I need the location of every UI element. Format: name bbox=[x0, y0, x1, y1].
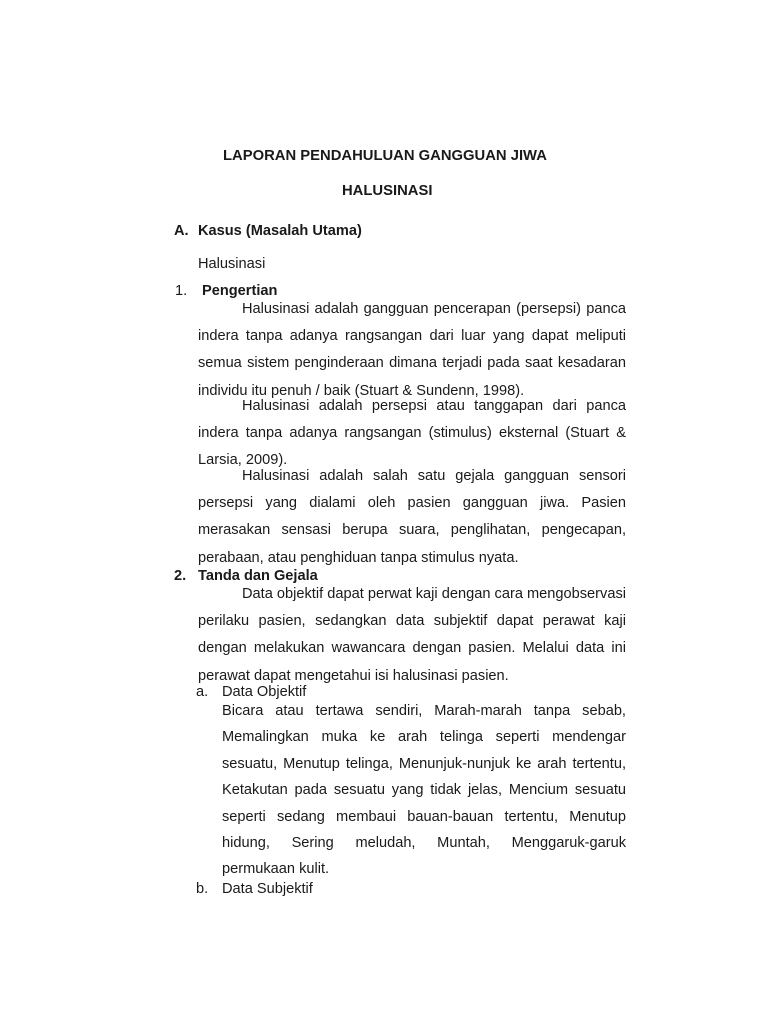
section-1-heading: Pengertian bbox=[202, 283, 278, 299]
item-b-marker: b. bbox=[196, 881, 209, 897]
pengertian-paragraph-2: Halusinasi adalah persepsi atau tanggapan dari panca indera tanpa adanya rangsangan (stimulus) eksternal (Stuart & Larsia, 2009). bbox=[198, 398, 626, 469]
item-a-label: Data Objektif bbox=[222, 684, 307, 700]
item-a-marker: a. bbox=[196, 684, 209, 700]
section-a-topic: Halusinasi bbox=[198, 256, 266, 272]
item-b-label: Data Subjektif bbox=[222, 881, 313, 897]
section-2-marker: 2. bbox=[174, 568, 187, 584]
pengertian-paragraph-1: Halusinasi adalah gangguan pencerapan (persepsi) panca indera tanpa adanya rangsangan dari luar yang dapat meliputi semua sistem penginderaan dimana terjadi pada saat kesadaran individu itu penuh / baik (Stuart & Sundenn, 1998). bbox=[198, 301, 626, 399]
section-a-marker: A. bbox=[174, 223, 189, 239]
document-subtitle: HALUSINASI bbox=[342, 183, 433, 199]
item-a-text: Bicara atau tertawa sendiri, Marah-marah tanpa sebab, Memalingkan muka ke arah telinga seperti mendengar sesuatu, Menutup telinga, Menunjuk-nunjuk ke arah tertentu, Ketakutan pada sesuatu yang tidak jelas, Mencium sesuatu seperti sedang membaui bauan-bauan tertentu, Menutup hidung, Sering meludah, Muntah, Menggaruk-garuk permukaan kulit. bbox=[222, 703, 626, 878]
section-1-marker: 1. bbox=[175, 283, 188, 299]
document-title: LAPORAN PENDAHULUAN GANGGUAN JIWA bbox=[223, 148, 547, 164]
section-a-heading: Kasus (Masalah Utama) bbox=[198, 223, 362, 239]
section-2-heading: Tanda dan Gejala bbox=[198, 568, 318, 584]
pengertian-paragraph-3: Halusinasi adalah salah satu gejala gangguan sensori persepsi yang dialami oleh pasien gangguan jiwa. Pasien merasakan sensasi berupa suara, penglihatan, pengecapan, perabaan, atau penghiduan tanpa stimulus nyata. bbox=[198, 468, 626, 566]
tanda-gejala-paragraph: Data objektif dapat perwat kaji dengan cara mengobservasi perilaku pasien, sedangkan data subjektif dapat perawat kaji dengan melakukan wawancara dengan pasien. Melalui data ini perawat dapat mengetahui isi halusinasi pasien. bbox=[198, 586, 626, 684]
